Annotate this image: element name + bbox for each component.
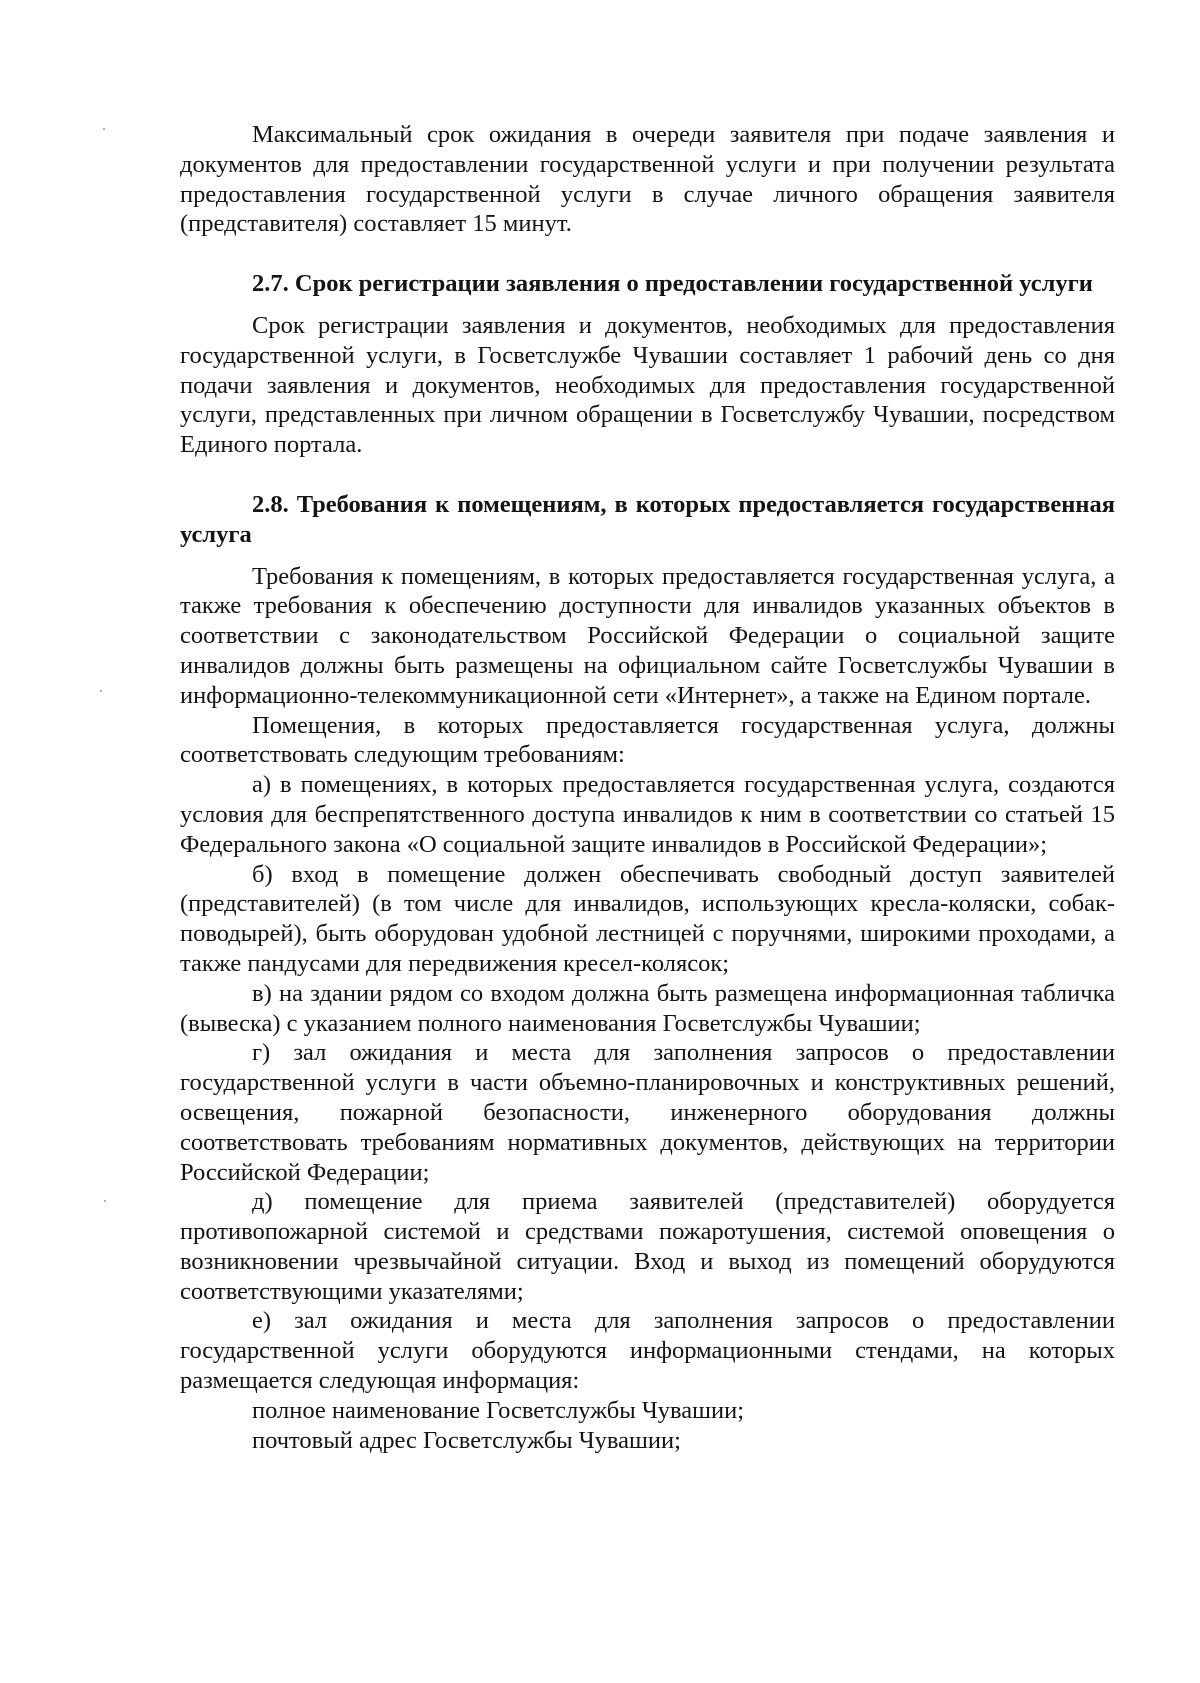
section-2-8-body-1: Требования к помещениям, в которых предоставляется государственная услуга, а также требования к обеспечению доступности для инвалидов указанных объектов в соответствии с законодательством Российской Федерации о социальной защите инвалидов должны быть размещены на официальном сайте Госветслужбы Чувашии в информационно-телекоммуникационной сети «Интернет», а также на Едином портале. xyxy=(180,562,1115,709)
scan-speck xyxy=(103,128,105,130)
paragraph-queue-time: Максимальный срок ожидания в очереди заявителя при подаче заявления и документов для предоставлении государственной услуги и при получении результата предоставления государственной услуги в случае личного обращения заявителя (представителя) составляет 15 минут. xyxy=(180,121,1115,238)
section-2-7-body: Срок регистрации заявления и документов, необходимых для предоставления государственной услуги, в Госветслужбе Чувашии составляет 1 рабочий день со дня подачи заявления и документов, необходимых для предоставления государственной услуги, представленных при личном обращении в Госветслужбу Чувашии, посредством Единого портала. xyxy=(180,311,1115,459)
section-2-8-heading: 2.8. Требования к помещениям, в которых предоставляется государственная услуга xyxy=(180,490,1115,548)
section-2-8-body-2: Помещения, в которых предоставляется государственная услуга, должны соответствовать следующим требованиям: xyxy=(180,711,1115,769)
requirement-item-v: в) на здании рядом со входом должна быть размещена информационная табличка (вывеска) с указанием полного наименования Госветслужбы Чувашии; xyxy=(180,979,1115,1037)
requirement-item-a: а) в помещениях, в которых предоставляется государственная услуга, создаются условия для беспрепятственного доступа инвалидов к ним в соответствии со статьей 15 Федерального закона «О социальной защите инвалидов в Российской Федерации»; xyxy=(180,771,1115,858)
requirement-item-d: д) помещение для приема заявителей (представителей) оборудуется противопожарной системой и средствами пожаротушения, системой оповещения о возникновении чрезвычайной ситуации. Вход и выход из помещений оборудуются соответствующими указателями; xyxy=(180,1188,1115,1305)
requirement-item-b: б) вход в помещение должен обеспечивать свободный доступ заявителей (представителей) (в том числе для инвалидов, использующих кресла-коляски, собак-поводырей), быть оборудован удобной лестницей с поручнями, широкими проходами, а также пандусами для передвижения кресел-колясок; xyxy=(180,860,1115,977)
scan-speck xyxy=(100,690,102,692)
scan-speck xyxy=(104,1200,106,1202)
info-line-full-name: полное наименование Госветслужбы Чувашии; xyxy=(252,1396,745,1424)
info-line-postal-address: почтовый адрес Госветслужбы Чувашии; xyxy=(252,1426,681,1454)
section-2-7-heading: 2.7. Срок регистрации заявления о предоставлении государственной услуги xyxy=(252,270,1093,298)
requirement-item-e: е) зал ожидания и места для заполнения запросов о предоставлении государственной услуги оборудуются информационными стендами, на которых размещается следующая информация: xyxy=(180,1307,1115,1395)
requirement-item-g: г) зал ожидания и места для заполнения запросов о предоставлении государственной услуги в части объемно-планировочных и конструктивных решений, освещения, пожарной безопасности, инженерного оборудования должны соответствовать требованиям нормативных документов, действующих на территории Российской Федерации; xyxy=(180,1039,1115,1186)
document-body xyxy=(180,120,1115,1455)
